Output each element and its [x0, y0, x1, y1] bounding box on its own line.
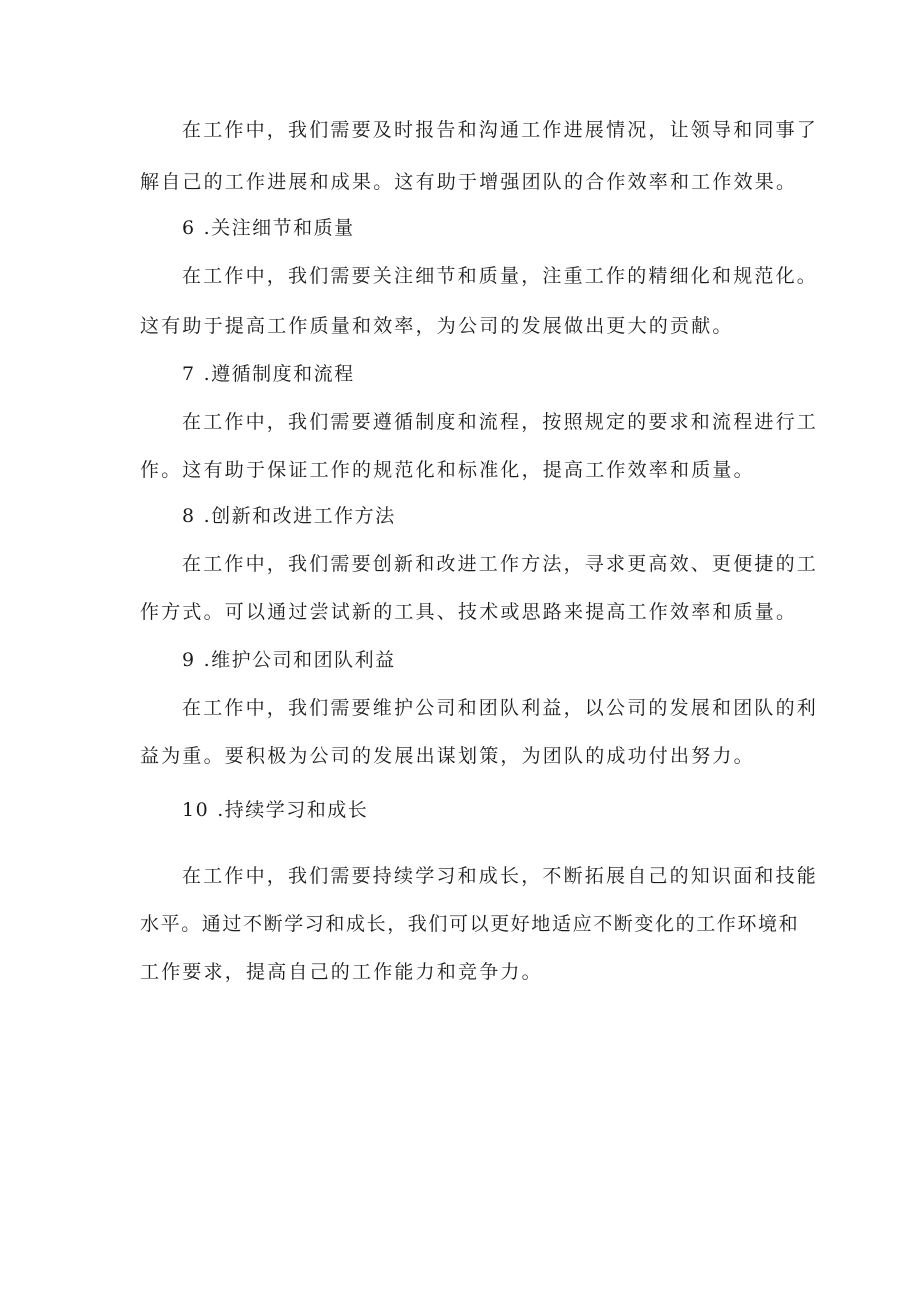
paragraph-line: 工作要求，提高自己的工作能力和竞争力。 [140, 961, 543, 983]
section-title: .创新和改进工作方法 [203, 505, 396, 527]
paragraph-line: 水平。通过不断学习和成长，我们可以更好地适应不断变化的工作环境和 [140, 913, 800, 935]
paragraph-line: 在工作中，我们需要持续学习和成长，不断拓展自己的知识面和技能 [182, 865, 819, 887]
section-title: .遵循制度和流程 [203, 363, 355, 385]
paragraph-line: 在工作中，我们需要维护公司和团队利益，以公司的发展和团队的利 [182, 697, 819, 719]
section-title: .关注细节和质量 [203, 217, 355, 239]
section-number: 10 [182, 799, 210, 821]
paragraph-line: 益为重。要积极为公司的发展出谋划策，为团队的成功付出努力。 [140, 745, 755, 767]
section-heading [182, 648, 396, 672]
section-number: 7 [182, 363, 196, 385]
section-number: 6 [182, 217, 196, 239]
section-heading [182, 216, 355, 240]
paragraph-line: 在工作中，我们需要遵循制度和流程，按照规定的要求和流程进行工 [182, 411, 819, 433]
paragraph-line: 在工作中，我们需要创新和改进工作方法，寻求更高效、更便捷的工 [182, 553, 819, 575]
section-title: .维护公司和团队利益 [203, 649, 396, 671]
section-number: 8 [182, 505, 196, 527]
section-number: 9 [182, 649, 196, 671]
paragraph-line: 在工作中，我们需要关注细节和质量，注重工作的精细化和规范化。 [182, 265, 819, 287]
section-title: .持续学习和成长 [217, 799, 369, 821]
paragraph-line: 作方式。可以通过尝试新的工具、技术或思路来提高工作效率和质量。 [140, 601, 798, 623]
section-heading [182, 362, 355, 386]
paragraph-line: 这有助于提高工作质量和效率，为公司的发展做出更大的贡献。 [140, 315, 734, 337]
paragraph-line: 作。这有助于保证工作的规范化和标准化，提高工作效率和质量。 [140, 459, 755, 481]
section-heading [182, 504, 396, 528]
section-heading [182, 798, 368, 822]
paragraph-line: 在工作中，我们需要及时报告和沟通工作进展情况，让领导和同事了 [182, 119, 819, 141]
paragraph-line: 解自己的工作进展和成果。这有助于增强团队的合作效率和工作效果。 [140, 171, 798, 193]
